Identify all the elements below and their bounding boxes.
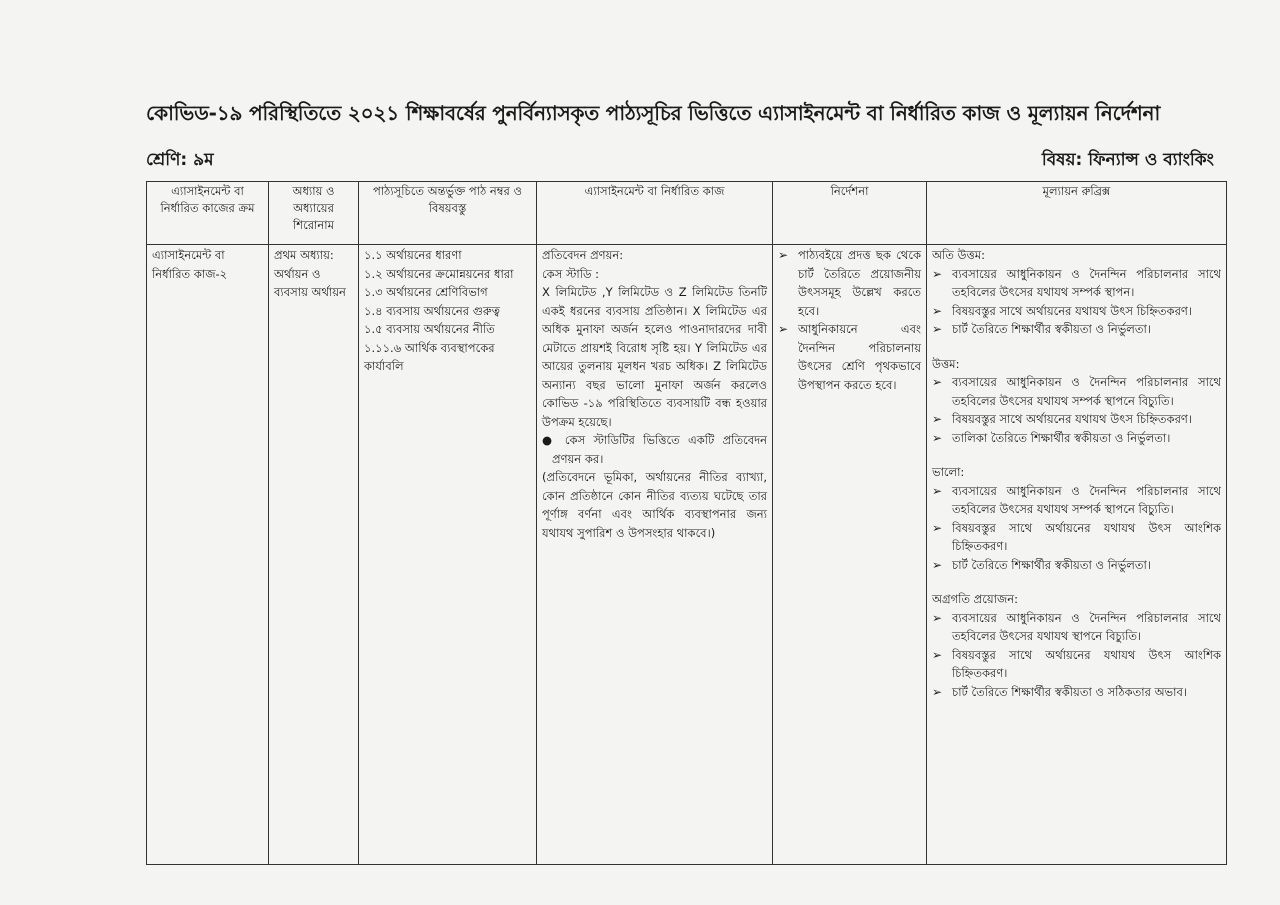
rubric-text: বিষয়বস্তুর সাথে অর্থায়নের যথাযথ উৎস আংশিক চিহ্নিতকরণ। <box>952 520 1221 553</box>
rubric-group-excellent <box>932 246 1221 339</box>
lesson-item: ১.২ অর্থায়নের ক্রমোন্নয়নের ধারা <box>364 266 514 281</box>
subject-label: বিষয়: ফিন্যান্স ও ব্যাংকিং <box>1041 150 1214 170</box>
arrow-bullet-icon: ➢ <box>932 266 943 281</box>
rubric-text: ব্যবসায়ের আধুনিকায়ন ও দৈনন্দিন পরিচালনার সাথে তহবিলের উৎসের যথাযথ সম্পর্ক স্থাপন। <box>952 266 1221 299</box>
rubric-text: তালিকা তৈরিতে শিক্ষার্থীর স্বকীয়তা ও নির্ভুলতা। <box>952 430 1171 445</box>
rubric-level: উত্তম: <box>932 356 960 371</box>
list-item <box>932 683 1221 702</box>
chapter-cell <box>269 245 359 865</box>
rubric-list <box>932 482 1221 575</box>
dot-bullet-icon: ● <box>542 433 557 447</box>
arrow-bullet-icon: ➢ <box>932 375 943 389</box>
arrow-bullet-icon: ➢ <box>932 303 943 318</box>
assignment-number: এ্যাসাইনমেন্ট বা নির্ধারিত কাজ-২ <box>152 248 228 281</box>
list-item <box>932 302 1221 321</box>
lessons-cell <box>359 245 537 865</box>
task-heading: প্রতিবেদন প্রণয়ন: <box>542 248 624 262</box>
list-item <box>932 265 1221 302</box>
rubric-list <box>932 609 1221 702</box>
case-study-text: X লিমিটেড ,Y লিমিটেড ও Z লিমিটেড তিনটি একই ধরনের ব্যবসায় প্রতিষ্ঠান। X লিমিটেড এর অধিক মুনাফা অর্জন হলেও পাওনাদারদের দাবী মেটাতে প্রায়শই বিরোধ সৃষ্টি হয়। Y লিমিটেড এর আয়ের তুলনায় মূলধন খরচ অধিক। Z লিমিটেড অন্যান্য বছর ভালো মুনাফা অর্জন করলেও কোভিড -১৯ পরিস্থিতিতে ব্যবসায়টি বন্ধ হওয়ার উপক্রম হয়েছে। <box>542 285 767 429</box>
task-bullet-text: কেস স্টাডিটির ভিত্তিতে একটি প্রতিবেদন প্রণয়ন কর। <box>552 433 767 466</box>
list-item <box>932 482 1221 519</box>
rubric-text: চার্ট তৈরিতে শিক্ষার্থীর স্বকীয়তা ও নির্ভুলতা। <box>952 322 1151 336</box>
list-item <box>932 320 1221 339</box>
arrow-bullet-icon: ➢ <box>932 322 943 336</box>
rubric-text: বিষয়বস্তুর সাথে অর্থায়নের যথাযথ উৎস চিহ্নিতকরণ। <box>952 303 1192 318</box>
list-item <box>778 246 921 320</box>
rubric-text: ব্যবসায়ের আধুনিকায়ন ও দৈনন্দিন পরিচালনার সাথে তহবিলের উৎসের যথাযথ সম্পর্ক স্থাপনে বিচ্যুতি। <box>952 483 1221 516</box>
arrow-bullet-icon: ➢ <box>932 430 943 445</box>
arrow-bullet-icon: ➢ <box>932 412 943 426</box>
rubric-text: বিষয়বস্তুর সাথে অর্থায়নের যথাযথ উৎস চিহ্নিতকরণ। <box>952 412 1192 426</box>
header-assignment-order: এ্যাসাইনমেন্ট বা নির্ধারিত কাজের ক্রম <box>147 182 269 245</box>
table-header-row <box>147 182 1227 245</box>
arrow-bullet-icon: ➢ <box>932 647 943 662</box>
header-lessons: পাঠ্যসূচিতে অন্তর্ভুক্ত পাঠ নম্বর ও বিষয়বস্তু <box>359 182 537 245</box>
case-study-label: কেস স্টাডি : <box>542 266 600 281</box>
rubric-group-fair <box>932 463 1221 574</box>
task-cell <box>537 245 773 865</box>
list-item <box>778 320 921 394</box>
assignment-number-cell <box>147 245 269 865</box>
rubric-list <box>932 373 1221 447</box>
task-note: (প্রতিবেদনে ভূমিকা, অর্থায়নের নীতির ব্যাখ্যা, কোন প্রতিষ্ঠানে কোন নীতির ব্যত্যয় ঘটেছে তার পূর্ণাঙ্গ বর্ণনা এবং আর্থিক ব্যবস্থাপনার জন্য যথাযথ সুপারিশ ও উপসংহার থাকবে।) <box>542 470 767 540</box>
rubrics-cell <box>927 245 1227 865</box>
header-instructions: নির্দেশনা <box>773 182 927 245</box>
arrow-bullet-icon: ➢ <box>932 610 943 625</box>
rubric-text: চার্ট তৈরিতে শিক্ষার্থীর স্বকীয়তা ও সঠিকতার অভাব। <box>952 684 1187 699</box>
instructions-cell <box>773 245 927 865</box>
list-item <box>932 609 1221 646</box>
lesson-item: ১.৩ অর্থায়নের শ্রেণিবিভাগ <box>364 285 488 299</box>
rubric-text: চার্ট তৈরিতে শিক্ষার্থীর স্বকীয়তা ও নির্ভুলতা। <box>952 557 1151 572</box>
list-item <box>932 373 1221 410</box>
page-title: কোভিড-১৯ পরিস্থিতিতে ২০২১ শিক্ষাবর্ষের পুনর্বিন্যাসকৃত পাঠ্যসূচির ভিত্তিতে এ্যাসাইনমেন্ট বা নির্ধারিত কাজ ও মূল্যায়ন নির্দেশনা <box>146 101 1161 125</box>
rubric-text: ব্যবসায়ের আধুনিকায়ন ও দৈনন্দিন পরিচালনার সাথে তহবিলের উৎসের যথাযথ সম্পর্ক স্থাপনে বিচ্যুতি। <box>952 375 1221 408</box>
arrow-bullet-icon: ➢ <box>932 520 943 535</box>
task-bullet <box>542 431 767 468</box>
header-chapter: অধ্যায় ও অধ্যায়ের শিরোনাম <box>269 182 359 245</box>
lesson-item: ১.৪ ব্যবসায় অর্থায়নের গুরুত্ব <box>364 303 500 318</box>
rubric-level: অগ্রগতি প্রয়োজন: <box>932 592 1019 606</box>
rubric-group-good <box>932 355 1221 448</box>
rubric-text: ব্যবসায়ের আধুনিকায়ন ও দৈনন্দিন পরিচালনার সাথে তহবিলের উৎসের যথাযথ স্থাপনে বিচ্যুতি। <box>952 610 1221 643</box>
list-item <box>932 519 1221 556</box>
list-item <box>932 429 1221 448</box>
rubric-group-needs-improvement <box>932 590 1221 701</box>
assignment-table <box>146 181 1227 865</box>
rubric-level: অতি উত্তম: <box>932 248 985 262</box>
header-rubrics: মূল্যায়ন রুব্রিক্স <box>927 182 1227 245</box>
class-label: শ্রেণি: ৯ম <box>146 150 214 170</box>
list-item <box>932 646 1221 683</box>
lesson-item: ১.১১.৬ আর্থিক ব্যবস্থাপকের কার্যাবলি <box>364 340 495 373</box>
instructions-list <box>778 246 921 394</box>
arrow-bullet-icon: ➢ <box>778 322 789 336</box>
instruction-text: পাঠ্যবইয়ে প্রদত্ত ছক থেকে চার্ট তৈরিতে প্রয়োজনীয় উৎসসমূহ উল্লেখ করতে হবে। <box>798 248 921 318</box>
lesson-item: ১.১ অর্থায়নের ধারণা <box>364 248 462 262</box>
rubric-text: বিষয়বস্তুর সাথে অর্থায়নের যথাযথ উৎস আংশিক চিহ্নিতকরণ। <box>952 647 1221 680</box>
instruction-text: আধুনিকায়নে এবং দৈনন্দিন পরিচালনায় উৎসের শ্রেণি পৃথকভাবে উপস্থাপন করতে হবে। <box>798 322 921 392</box>
arrow-bullet-icon: ➢ <box>932 483 943 498</box>
list-item <box>932 410 1221 429</box>
header-task: এ্যাসাইনমেন্ট বা নির্ধারিত কাজ <box>537 182 773 245</box>
list-item <box>932 556 1221 575</box>
chapter-title: প্রথম অধ্যায়: অর্থায়ন ও ব্যবসায় অর্থায়ন <box>274 248 346 299</box>
arrow-bullet-icon: ➢ <box>932 557 943 572</box>
table-row <box>147 245 1227 865</box>
arrow-bullet-icon: ➢ <box>778 248 789 262</box>
rubric-list <box>932 265 1221 339</box>
arrow-bullet-icon: ➢ <box>932 684 943 699</box>
rubric-level: ভালো: <box>932 465 965 479</box>
lesson-item: ১.৫ ব্যবসায় অর্থায়নের নীতি <box>364 322 495 336</box>
